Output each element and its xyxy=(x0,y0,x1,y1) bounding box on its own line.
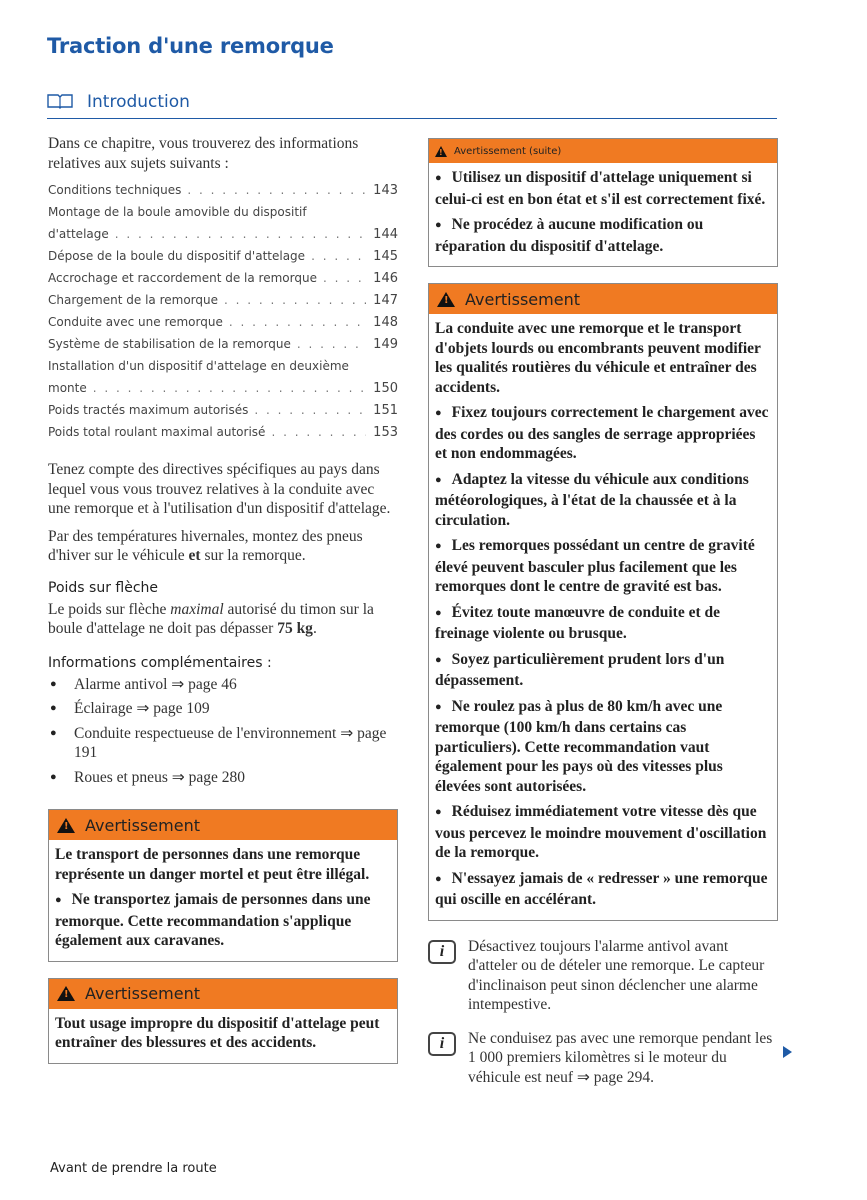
reference-list xyxy=(48,675,398,788)
toc-item-page: 148 xyxy=(373,315,398,330)
info-note-text: Ne conduisez pas avec une remorque pendant les 1 000 premiers kilomètres si le moteur du véhicule est neuf ⇒ page 294. xyxy=(468,1029,773,1086)
warning-item: ● Ne roulez pas à plus de 80 km/h avec une remorque (100 km/h dans certains cas particuliers). Cette recommandation vaut également pour les pays où des vitesses plus élevées sont autorisées. xyxy=(435,697,771,797)
toc-item-text-line1: Installation d'un dispositif d'attelage en deuxième xyxy=(48,359,349,373)
toc-item[interactable] xyxy=(48,313,398,332)
warning-header: ! Avertissement xyxy=(429,284,777,314)
toc-item-text: Accrochage et raccordement de la remorque xyxy=(48,271,317,285)
toc-item-text: Conduite avec une remorque xyxy=(48,315,223,329)
toc-item-text: d'attelage xyxy=(48,227,109,241)
toc-item-text: Conditions techniques xyxy=(48,183,182,197)
toc-item[interactable] xyxy=(48,181,398,200)
toc-item-text: Poids tractés maximum autorisés xyxy=(48,403,249,417)
book-icon xyxy=(47,93,73,109)
toc-item[interactable] xyxy=(48,335,398,354)
toc-item-page: 145 xyxy=(373,249,398,264)
warning-header: ! Avertissement xyxy=(49,810,397,840)
toc-item-text-line1: Montage de la boule amovible du dispositif xyxy=(48,205,307,219)
toc-item-page: 151 xyxy=(373,403,398,418)
warning-triangle-icon xyxy=(57,818,75,833)
winter-tires-paragraph: Par des températures hivernales, montez des pneus d'hiver sur le véhicule et sur la remorque. xyxy=(48,527,363,564)
warning-triangle-icon xyxy=(435,146,447,157)
warning-item: ● Réduisez immédiatement votre vitesse dès que vous percevez le moindre mouvement d'oscillation de la remorque. xyxy=(435,802,771,863)
warning-item: ● Évitez toute manœuvre de conduite et de freinage violente ou brusque. xyxy=(435,603,771,644)
warning-item: ● Utilisez un dispositif d'attelage uniquement si celui-ci est en bon état et s'il est correctement fixé. xyxy=(435,168,771,209)
warning-continued-box xyxy=(428,138,778,267)
toc-item-page: 144 xyxy=(373,227,398,242)
warning-box xyxy=(428,283,778,921)
poids-paragraph: Le poids sur flèche maximal autorisé du timon sur la boule d'attelage ne doit pas dépasser 75 kg. xyxy=(48,600,374,637)
section-heading-label: Introduction xyxy=(87,92,190,112)
left-column xyxy=(48,134,398,1080)
toc-item-page: 153 xyxy=(373,425,398,440)
warning-triangle-icon xyxy=(57,986,75,1001)
toc-item[interactable] xyxy=(48,269,398,288)
reference-link[interactable]: ● Conduite respectueuse de l'environnement ⇒ page 191 xyxy=(48,724,398,763)
toc-item[interactable] xyxy=(48,291,398,310)
warning-lead: Tout usage impropre du dispositif d'attelage peut entraîner des blessures et des accidents. xyxy=(55,1014,380,1051)
toc-item-text: Poids total roulant maximal autorisé xyxy=(48,425,266,439)
toc-item-page: 149 xyxy=(373,337,398,352)
reference-link[interactable]: ● Alarme antivol ⇒ page 46 xyxy=(48,675,398,695)
warning-item: ● Ne transportez jamais de personnes dans une remorque. Cette recommandation s'applique également aux caravanes. xyxy=(55,890,391,951)
footer-chapter-label: Avant de prendre la route xyxy=(50,1161,217,1176)
warning-item: ● Les remorques possédant un centre de gravité élevé peuvent basculer plus facilement que les remorques dont le centre de gravité est bas. xyxy=(435,536,771,597)
reference-link[interactable]: ● Éclairage ⇒ page 109 xyxy=(48,699,398,719)
info-icon: i xyxy=(428,940,456,964)
warning-item: ● Ne procédez à aucune modification ou réparation du dispositif d'attelage. xyxy=(435,215,771,256)
subheading-infos: Informations complémentaires : xyxy=(48,654,272,671)
toc-item-text: Système de stabilisation de la remorque xyxy=(48,337,291,351)
warning-lead: Le transport de personnes dans une remorque représente un danger mortel et peut être illégal. xyxy=(55,846,370,883)
info-note-text: Désactivez toujours l'alarme antivol avant d'atteler ou de dételer une remorque. Le capteur d'inclinaison peut sinon déclencher une alarme intempestive. xyxy=(468,937,765,1013)
info-note xyxy=(428,937,778,1015)
toc-list xyxy=(48,181,398,442)
toc-item-text: Dépose de la boule du dispositif d'attelage xyxy=(48,249,306,263)
toc-item-page: 146 xyxy=(373,271,398,286)
toc-item-page: 147 xyxy=(373,293,398,308)
toc-item[interactable] xyxy=(48,225,398,244)
subheading-poids-sur-fleche: Poids sur flèche xyxy=(48,579,159,596)
warning-item: ● Soyez particulièrement prudent lors d'un dépassement. xyxy=(435,650,771,691)
intro-paragraph: Tenez compte des directives spécifiques au pays dans lequel vous vous trouvez relatives à la conduite avec une remorque et à l'utilisation d'un dispositif d'attelage. xyxy=(48,461,391,517)
toc-item[interactable] xyxy=(48,247,398,266)
info-icon: i xyxy=(428,1032,456,1056)
warning-box xyxy=(48,978,398,1064)
warning-item: ● Fixez toujours correctement le chargement avec des cordes ou des sangles de serrage appropriées et non endommagées. xyxy=(435,403,771,464)
info-note xyxy=(428,1029,778,1088)
warning-header: ! Avertissement (suite) xyxy=(429,139,777,163)
continue-arrow-icon xyxy=(783,1046,792,1058)
page-title: Traction d'une remorque xyxy=(47,34,334,58)
warning-header: ! Avertissement xyxy=(49,979,397,1009)
toc-item[interactable] xyxy=(48,379,398,398)
section-heading-introduction xyxy=(47,90,777,119)
warning-lead: La conduite avec une remorque et le transport d'objets lourds ou encombrants peuvent modifier les qualités routières du véhicule et entraîner des accidents. xyxy=(435,320,761,396)
toc-item-page: 143 xyxy=(373,183,398,198)
warning-item: ● Adaptez la vitesse du véhicule aux conditions météorologiques, à l'état de la chaussée et à la circulation. xyxy=(435,470,771,531)
toc-item-page: 150 xyxy=(373,381,398,396)
toc-item[interactable] xyxy=(48,423,398,442)
reference-link[interactable]: ● Roues et pneus ⇒ page 280 xyxy=(48,768,398,788)
right-column xyxy=(428,138,778,1101)
intro-lead: Dans ce chapitre, vous trouverez des informations relatives aux sujets suivants : xyxy=(48,135,359,172)
toc-item[interactable] xyxy=(48,401,398,420)
warning-box xyxy=(48,809,398,962)
warning-triangle-icon xyxy=(437,292,455,307)
toc-item-text: Chargement de la remorque xyxy=(48,293,218,307)
warning-item: ● N'essayez jamais de « redresser » une remorque qui oscille en accélérant. xyxy=(435,869,771,910)
toc-item-text: monte xyxy=(48,381,87,395)
